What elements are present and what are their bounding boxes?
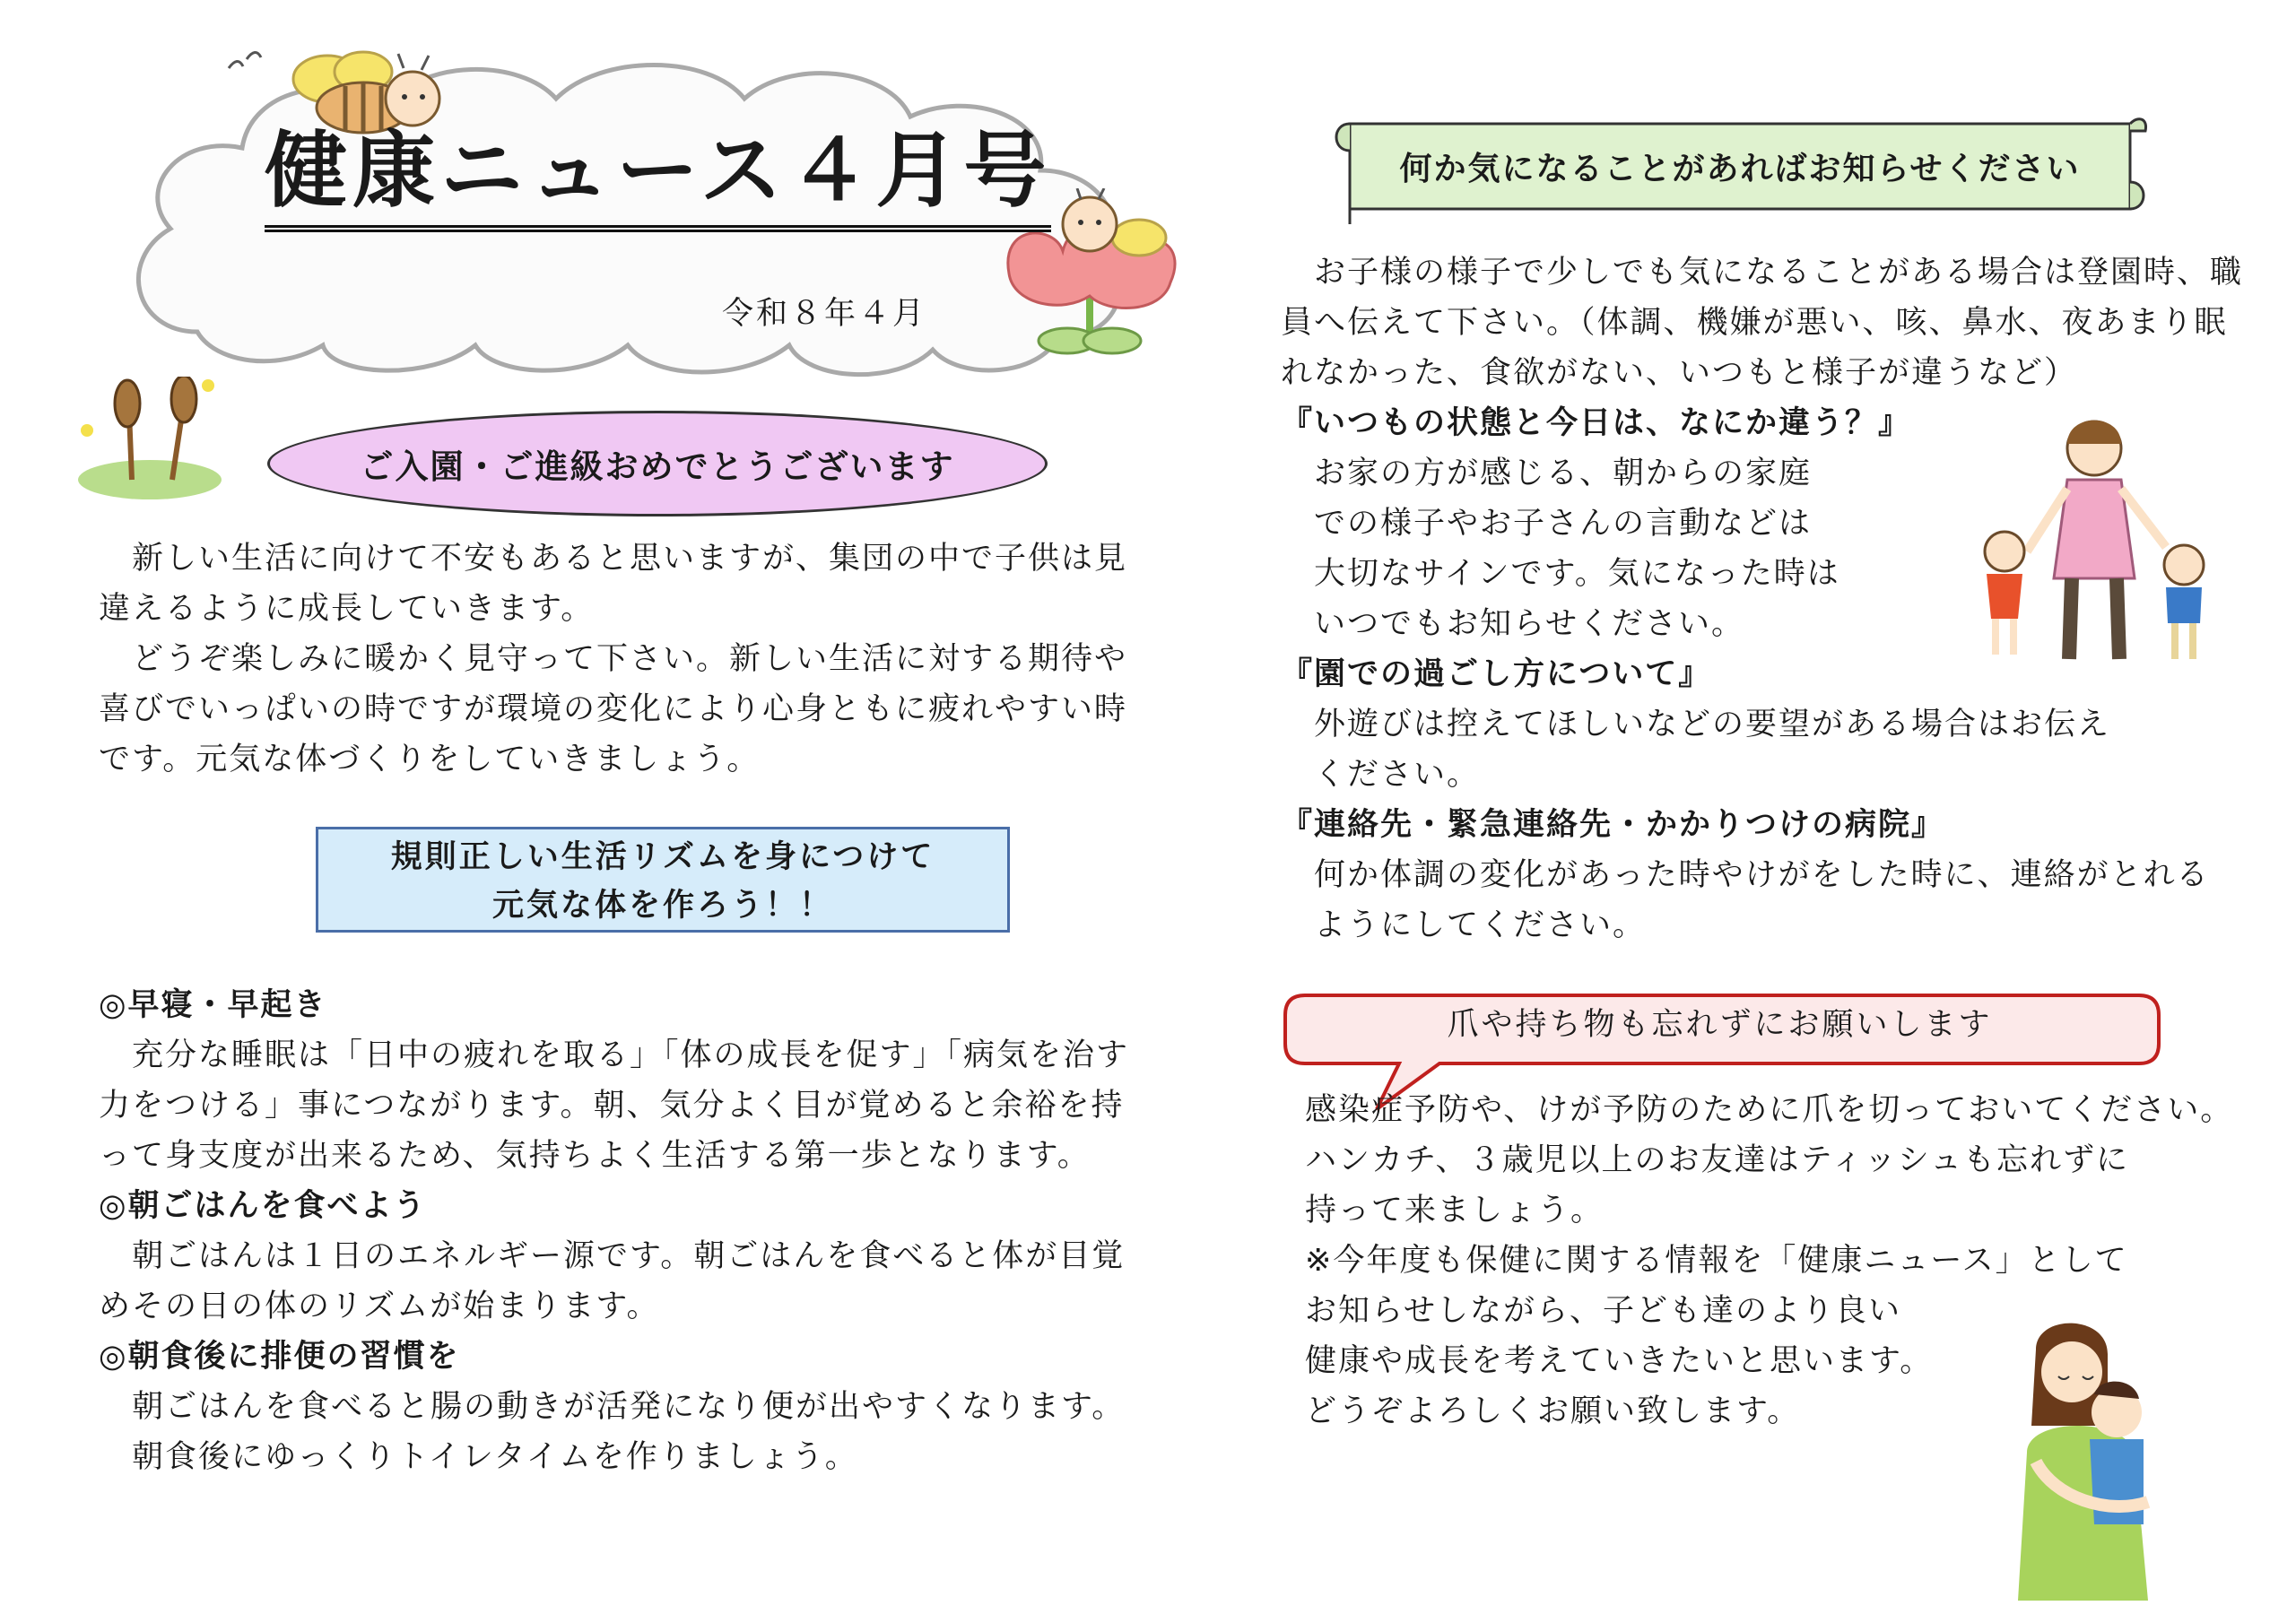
- contact-line: 大切なサインです。気になった時は: [1281, 556, 1840, 592]
- belongings-line: 持って来ましょう。: [1305, 1193, 1605, 1228]
- welcome-heading: ご入園・ご進級おめでとうございます: [360, 447, 955, 486]
- contact-line: ようにしてください。: [1281, 907, 1647, 943]
- welcome-line: 喜びでいっぱいの時ですが環境の変化により心身ともに疲れやすい時: [99, 691, 1128, 727]
- habit-heading: ◎朝食後に排便の習慣を: [99, 1339, 460, 1375]
- belongings-line: お知らせしながら、子ども達のより良い: [1305, 1293, 1901, 1329]
- rhythm-heading-line: 規則正しい生活リズムを身につけて: [390, 839, 935, 875]
- welcome-paragraph: [99, 534, 1127, 785]
- rhythm-heading-line: 元気な体を作ろう！！: [491, 888, 833, 924]
- contact-line: お子様の様子で少しでも気になることがある場合は登園時、職: [1281, 255, 2244, 291]
- belongings-line: ※今年度も保健に関する情報を「健康ニュース」として: [1305, 1243, 2128, 1279]
- contact-line: 員へ伝えて下さい。（体調、機嫌が悪い、咳、鼻水、夜あまり眠: [1281, 305, 2228, 341]
- issue-date: 令和８年４月: [722, 296, 927, 332]
- contact-line: 何か体調の変化があった時やけがをした時に、連絡がとれる: [1281, 857, 2210, 893]
- belongings-line: 感染症予防や、けが予防のために爪を切っておいてください。: [1305, 1092, 2234, 1128]
- welcome-heading-oval: [267, 411, 1048, 516]
- newsletter-title: 健康ニュース４月号: [265, 121, 1051, 232]
- contact-line: れなかった、食欲がない、いつもと様子が違うなど）: [1281, 355, 2078, 391]
- welcome-line: 違えるように成長していきます。: [99, 591, 595, 627]
- contact-heading: 何か気になることがあればお知らせください: [1399, 151, 2081, 187]
- sprouts-icon: [65, 377, 235, 502]
- contact-subheading: 『連絡先・緊急連絡先・かかりつけの病院』: [1281, 807, 1945, 843]
- belongings-line: どうぞよろしくお願い致します。: [1305, 1393, 1801, 1429]
- habit-line: めその日の体のリズムが始まります。: [99, 1289, 660, 1324]
- habit-line: 朝ごはんを食べると腸の動きが活発になり便が出やすくなります。: [99, 1389, 1126, 1425]
- habit-heading: ◎朝ごはんを食べよう: [99, 1188, 427, 1224]
- habit-line: 朝食後にゆっくりトイレタイムを作りましょう。: [99, 1439, 858, 1475]
- habits-section: [99, 980, 1129, 1482]
- habit-heading: ◎早寝・早起き: [99, 987, 327, 1023]
- contact-line: ください。: [1281, 757, 1481, 793]
- welcome-line: どうぞ楽しみに暖かく見守って下さい。新しい生活に対する期待や: [99, 641, 1128, 677]
- belongings-line: ハンカチ、３歳児以上のお友達はティッシュも忘れずに: [1305, 1142, 2130, 1178]
- contact-line: お家の方が感じる、朝からの家庭: [1281, 456, 1813, 491]
- mother-holding-child-icon: [2000, 1318, 2161, 1605]
- welcome-line: 新しい生活に向けて不安もあると思いますが、集団の中で子供は見: [99, 541, 1128, 577]
- belongings-heading: 爪や持ち物も忘れずにお願いします: [1447, 1007, 1993, 1043]
- contact-line: 外遊びは控えてほしいなどの要望がある場合はお伝え: [1281, 707, 2111, 742]
- habit-line: 充分な睡眠は「日中の疲れを取る」「体の成長を促す」「病気を治す: [99, 1037, 1130, 1073]
- habit-line: って身支度が出来るため、気持ちよく生活する第一歩となります。: [99, 1138, 1091, 1174]
- contact-line: いつでもお知らせください。: [1281, 606, 1744, 642]
- habit-line: 力をつける」事につながります。朝、気分よく目が覚めると余裕を持: [99, 1088, 1125, 1124]
- contact-subheading: 『いつもの状態と今日は、なにか違う？』: [1281, 405, 1912, 441]
- rhythm-heading-box: [316, 827, 1010, 933]
- mother-children-icon: [1960, 408, 2229, 677]
- contact-line: での様子やお子さんの言動などは: [1281, 506, 1813, 542]
- contact-subheading: 『園での過ごし方について』: [1281, 656, 1712, 692]
- habit-line: 朝ごはんは１日のエネルギー源です。朝ごはんを食べると体が目覚: [99, 1238, 1126, 1274]
- belongings-line: 健康や成長を考えていきたいと思います。: [1305, 1343, 1934, 1379]
- welcome-line: です。元気な体づくりをしていきましょう。: [99, 742, 761, 777]
